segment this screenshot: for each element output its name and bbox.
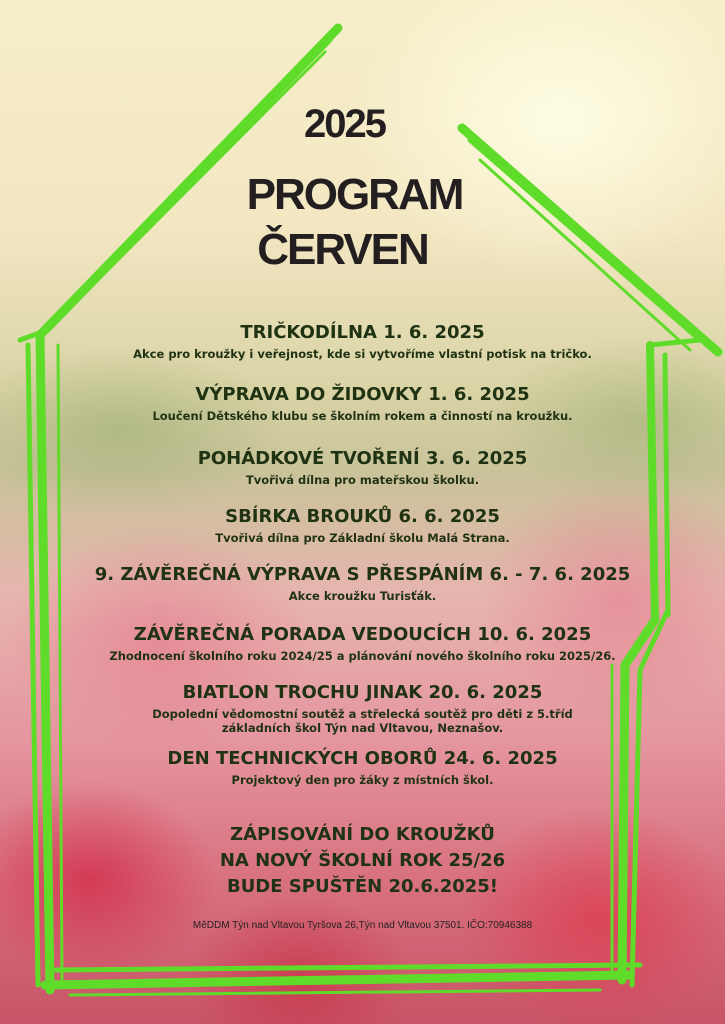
event-item xyxy=(0,682,725,735)
event-description: Projektový den pro žáky z místních škol. xyxy=(231,773,494,787)
year-heading: 2025 xyxy=(304,102,385,146)
event-description: Tvořivá dílna pro Základní školu Malá Strana. xyxy=(215,531,510,545)
notice-line: BUDE SPUŠTĚN 20.6.2025! xyxy=(226,876,499,897)
event-item xyxy=(0,748,725,787)
event-title: SBÍRKA BROUKŮ 6. 6. 2025 xyxy=(225,506,500,527)
event-item xyxy=(0,322,725,361)
notice-line: ZÁPISOVÁNÍ DO KROUŽKŮ xyxy=(230,824,495,845)
event-title: VÝPRAVA DO ŽIDOVKY 1. 6. 2025 xyxy=(195,384,530,405)
event-description: Dopolední vědomostní soutěž a střelecká soutěž pro děti z 5.tříd základních škol Týn nad Vltavou, Neznašov. xyxy=(152,707,573,735)
event-item xyxy=(0,384,725,423)
event-description: Akce kroužku Turisťák. xyxy=(288,589,437,603)
event-title: BIATLON TROCHU JINAK 20. 6. 2025 xyxy=(182,682,543,703)
event-item xyxy=(0,624,725,663)
event-title: POHÁDKOVÉ TVOŘENÍ 3. 6. 2025 xyxy=(197,448,528,469)
event-item xyxy=(0,506,725,545)
event-item xyxy=(0,564,725,603)
event-description: Tvořivá dílna pro mateřskou školku. xyxy=(245,473,480,487)
event-title: 9. ZÁVĚREČNÁ VÝPRAVA S PŘESPÁNÍM 6. - 7. 6. 2025 xyxy=(94,564,631,585)
month-title: ČERVEN xyxy=(257,225,428,274)
event-title: DEN TECHNICKÝCH OBORŮ 24. 6. 2025 xyxy=(167,748,558,769)
event-description: Zhodnocení školního roku 2024/25 a plánování nového školního roku 2025/26. xyxy=(109,649,616,663)
enrollment-notice xyxy=(0,822,725,900)
program-title: PROGRAM xyxy=(246,170,463,219)
event-item xyxy=(0,448,725,487)
event-description: Akce pro kroužky i veřejnost, kde si vytvoříme vlastní potisk na tričko. xyxy=(133,347,592,361)
event-title: TRIČKODÍLNA 1. 6. 2025 xyxy=(240,322,485,343)
event-description: Loučení Dětského klubu se školním rokem a činností na kroužku. xyxy=(152,409,573,423)
notice-line: NA NOVÝ ŠKOLNÍ ROK 25/26 xyxy=(219,850,506,871)
event-title: ZÁVĚREČNÁ PORADA VEDOUCÍCH 10. 6. 2025 xyxy=(133,624,592,645)
organization-footer: MěDDM Týn nad Vltavou Tyršova 26,Týn nad Vltavou 37501. IČO:70946388 xyxy=(192,920,533,931)
